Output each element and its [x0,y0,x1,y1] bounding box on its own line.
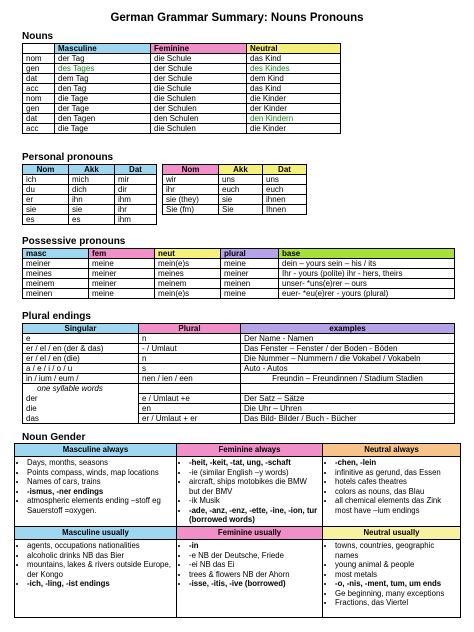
list-item: • -isse, -itis, -ive (borrowed) [189,579,319,589]
table-cell: das Kind [247,84,341,94]
table-cell: e [23,334,139,344]
table-cell: meinem [23,279,89,289]
masculine-always-cell [15,457,177,527]
list-item: • infinitive as gerund, das Essen [335,468,457,478]
table-row [23,384,455,394]
table-header: Singular [23,324,139,334]
list-item: • colors as nouns, das Blau [335,487,457,497]
table-row [23,165,157,175]
masculine-always-list [18,458,173,515]
table-row [23,364,455,374]
table-row [163,205,307,215]
table-cell: der Schule [151,74,247,84]
table-cell: sie [23,205,69,215]
list-item: • towns, countries, geographic names [335,541,457,560]
table-cell: euch [219,185,263,195]
table-cell: meiner [89,269,155,279]
table-cell: uns [219,175,263,185]
table-cell: Auto - Autos [241,364,455,374]
neutral-usually-header: Neutral usually [323,527,461,540]
table-cell: en [139,404,241,414]
table-row [23,344,455,354]
feminine-always-list [180,458,319,525]
table-cell [241,384,455,394]
list-item: • aircraft, ships motobikes die BMW but der BMV [189,477,319,496]
table-header-neutral: Neutral [247,44,341,54]
table-row [23,334,455,344]
feminine-usually-cell [177,540,323,618]
table-cell: meiner [89,279,155,289]
table-cell: des Kindes [247,64,341,74]
plural-endings-heading: Plural endings [22,311,91,322]
list-item: • Points compass, winds, map locations [27,468,173,478]
plural-endings-table [22,323,455,424]
table-row [23,195,157,205]
list-item: • -ich, -ling, -ist endings [27,579,173,589]
table-cell: ihm [115,195,157,205]
table-cell: die Schule [151,84,247,94]
table-cell: die Schulen [151,124,247,134]
personal-pronouns-table-plural [162,164,307,215]
table-cell [139,384,241,394]
table-cell: ihr [115,205,157,215]
table-cell: der Tage [55,104,151,114]
table-row [23,354,455,364]
table-cell: Sie [219,205,263,215]
masculine-usually-list [18,541,173,589]
table-cell: Die Nummer – Nummern / die Vokabel / Vokabeln [241,354,455,364]
case-cell: acc [23,124,55,134]
table-cell: sie (they) [163,195,219,205]
neutral-usually-cell [323,540,461,618]
table-cell: meines [155,269,221,279]
table-row [23,104,341,114]
table-cell: meine [89,259,155,269]
table-header: Nom [23,165,69,175]
table-cell: one syllable words [23,384,139,394]
table-cell: mein(e)s [155,259,221,269]
noun-gender-heading: Noun Gender [22,432,86,443]
table-cell: der Tag [55,54,151,64]
list-item: • alcoholic drinks NB das Bier [27,551,173,561]
personal-pronouns-heading: Personal pronouns [22,152,114,163]
list-item: • most metals [335,570,457,580]
table-row [23,414,455,424]
feminine-usually-header: Feminine usually [177,527,323,540]
table-cell: meinen [221,279,279,289]
table-cell: die Schule [151,54,247,64]
table-cell: die Schulen [151,94,247,104]
table-cell: sie [69,205,115,215]
table-cell: es [69,215,115,225]
table-cell: das Kind [247,54,341,64]
table-row [23,64,341,74]
feminine-always-cell [177,457,323,527]
table-header: Nom [163,165,219,175]
table-row [163,175,307,185]
table-header: masc [23,249,89,259]
possessive-pronouns-table [22,248,455,299]
table-header: Dat [115,165,157,175]
table-cell: des Tages [55,64,151,74]
case-cell: gen [23,104,55,114]
masculine-usually-header: Masculine usually [15,527,177,540]
table-cell: Freundin – Freundinnen / Stadium Stadien [241,374,455,384]
neutral-usually-list [326,541,457,608]
masculine-always-header: Masculine always [15,444,177,457]
table-header: Akk [219,165,263,175]
masculine-usually-cell [15,540,177,618]
table-cell: wir [163,175,219,185]
table-cell: dich [69,185,115,195]
list-item: • -in [189,541,319,551]
table-cell: die Tage [55,124,151,134]
possessive-pronouns-heading: Possessive pronouns [22,236,126,247]
table-cell: meiner [23,259,89,269]
table-cell: er [23,195,69,205]
list-item: • -heit, -keit, -tat, ung, -schaft [189,458,319,468]
list-item: • -ie (similar English –y words) [189,468,319,478]
table-row [15,444,461,457]
list-item: • Names of cars, trains [27,477,173,487]
table-header: neut [155,249,221,259]
table-cell: mich [69,175,115,185]
table-row [23,54,341,64]
table-cell: du [23,185,69,195]
table-row [23,374,455,384]
case-cell: dat [23,74,55,84]
table-row [163,195,307,205]
feminine-always-header: Feminine always [177,444,323,457]
table-header: plural [221,249,279,259]
table-cell: nen / ien / een [139,374,241,384]
table-cell: meine [89,289,155,299]
table-cell: n [139,334,241,344]
feminine-usually-list [180,541,319,589]
neutral-always-header: Neutral always [323,444,461,457]
table-row [23,205,157,215]
table-cell: die Kinder [247,124,341,134]
table-cell: e / Umlaut +e [139,394,241,404]
list-item: • -o, -nis, -ment, tum, um ends [335,579,457,589]
table-cell: das [23,414,139,424]
list-item: • hotels cafes theatres [335,477,457,487]
table-cell: mir [115,175,157,185]
table-row [15,457,461,527]
table-cell: den Schulen [151,114,247,124]
table-row [23,404,455,414]
table-cell: Das Bild- Bilder / Buch - Bücher [241,414,455,424]
case-cell: acc [23,84,55,94]
table-header: examples [241,324,455,334]
neutral-always-cell [323,457,461,527]
list-item: • all chemical elements das Zink most have –ium endings [335,496,457,515]
table-cell: ihn [69,195,115,205]
table-row [23,279,455,289]
noun-gender-table [14,443,461,618]
table-header: fem [89,249,155,259]
table-header-masculine: Masculine [55,44,151,54]
table-cell: ihnen [263,195,307,205]
table-row [23,269,455,279]
table-row [163,185,307,195]
table-cell: dem Tag [55,74,151,84]
table-cell: euch [263,185,307,195]
table-cell: die Kinder [247,94,341,104]
case-cell: gen [23,64,55,74]
table-cell: er / Umlaut + er [139,414,241,424]
table-cell: dem Kind [247,74,341,84]
table-cell: dein – yours sein – his / its [279,259,455,269]
table-header: Plural [139,324,241,334]
table-row [23,175,157,185]
table-cell: meinem [155,279,221,289]
table-cell: uns [263,175,307,185]
nouns-heading: Nouns [22,31,54,42]
table-cell: in / ium / eum / [23,374,139,384]
case-cell: dat [23,114,55,124]
table-cell: der Schulen [151,104,247,114]
table-cell: Sie (fm) [163,205,219,215]
table-row [23,324,455,334]
list-item: • -ismus, -ner endings [27,487,173,497]
nouns-table [22,43,341,134]
table-cell: den Tagen [55,114,151,124]
table-cell: dir [115,185,157,195]
table-row [23,249,455,259]
table-cell: - / Umlaut [139,344,241,354]
table-row [23,114,341,124]
table-row [23,259,455,269]
table-cell: meiner [221,269,279,279]
list-item: • young animal & people [335,560,457,570]
table-cell: meines [23,269,89,279]
table-cell: Der Name - Namen [241,334,455,344]
table-cell: meine [221,259,279,269]
list-item: • trees & flowers NB der Ahorn [189,570,319,580]
list-item: • agents, occupations nationalities [27,541,173,551]
list-item: • -e NB der Deutsche, Friede [189,551,319,561]
table-cell: Die Uhr – Uhren [241,404,455,414]
page-title: German Grammar Summary: Nouns Pronouns [110,12,364,24]
table-cell: euer- *eu(e)rer - yours (plural) [279,289,455,299]
table-cell: sie [219,195,263,205]
table-header: Akk [69,165,115,175]
list-item: • -ade, -anz, -enz, -ette, -ine, -ion, tur (borrowed words) [189,506,319,525]
table-cell: die [23,404,139,414]
table-row [23,94,341,104]
table-cell: ihr [163,185,219,195]
table-cell: Ihnen [263,205,307,215]
table-cell: den Kindern [247,114,341,124]
table-cell: Der Satz – Sätze [241,394,455,404]
table-cell: unser- *uns(e)rer – ours [279,279,455,289]
table-row [23,44,341,54]
table-cell: die Tage [55,94,151,104]
table-header: Dat [263,165,307,175]
list-item: • -chen, -lein [335,458,457,468]
list-item: • Fractions, das Viertel [335,598,457,608]
table-cell: der Kinder [247,104,341,114]
table-cell: n [139,354,241,364]
table-cell: es [23,215,69,225]
table-row [163,165,307,175]
case-cell: nom [23,54,55,64]
table-row [23,84,341,94]
table-row [23,215,157,225]
table-row [23,394,455,404]
table-cell: ihm [115,215,157,225]
table-cell: Ihr - yours (polite) ihr - hers, theirs [279,269,455,279]
table-row [23,185,157,195]
list-item: • -ik Musik [189,496,319,506]
case-cell: nom [23,94,55,104]
list-item: • mountains, lakes & rivers outside Europe, der Kongo [27,560,173,579]
table-row [15,527,461,540]
table-cell: er / el / en (die) [23,354,139,364]
table-header: base [279,249,455,259]
list-item: • -ei NB das Ei [189,560,319,570]
table-cell: meinen [23,289,89,299]
list-item: • Ge beginning, many exceptions [335,589,457,599]
table-cell: mein(e)s [155,289,221,299]
table-cell: den Tag [55,84,151,94]
neutral-always-list [326,458,457,515]
table-cell: meine [221,289,279,299]
table-cell: ich [23,175,69,185]
table-cell: er / el / en (der & das) [23,344,139,354]
table-cell: der [23,394,139,404]
table-cell: der Schule [151,64,247,74]
table-row [23,124,341,134]
table-row [23,74,341,84]
table-header-feminine: Feminine [151,44,247,54]
table-header [23,44,55,54]
table-cell: s [139,364,241,374]
table-row [23,289,455,299]
personal-pronouns-table-singular [22,164,157,225]
table-cell: a / e / i / o / u [23,364,139,374]
list-item: • Days, months, seasons [27,458,173,468]
table-row [15,540,461,618]
table-cell: Das Fenster – Fenster / der Boden - Böden [241,344,455,354]
list-item: • atmospheric elements ending –stoff eg Sauerstoff =oxygen. [27,496,173,515]
